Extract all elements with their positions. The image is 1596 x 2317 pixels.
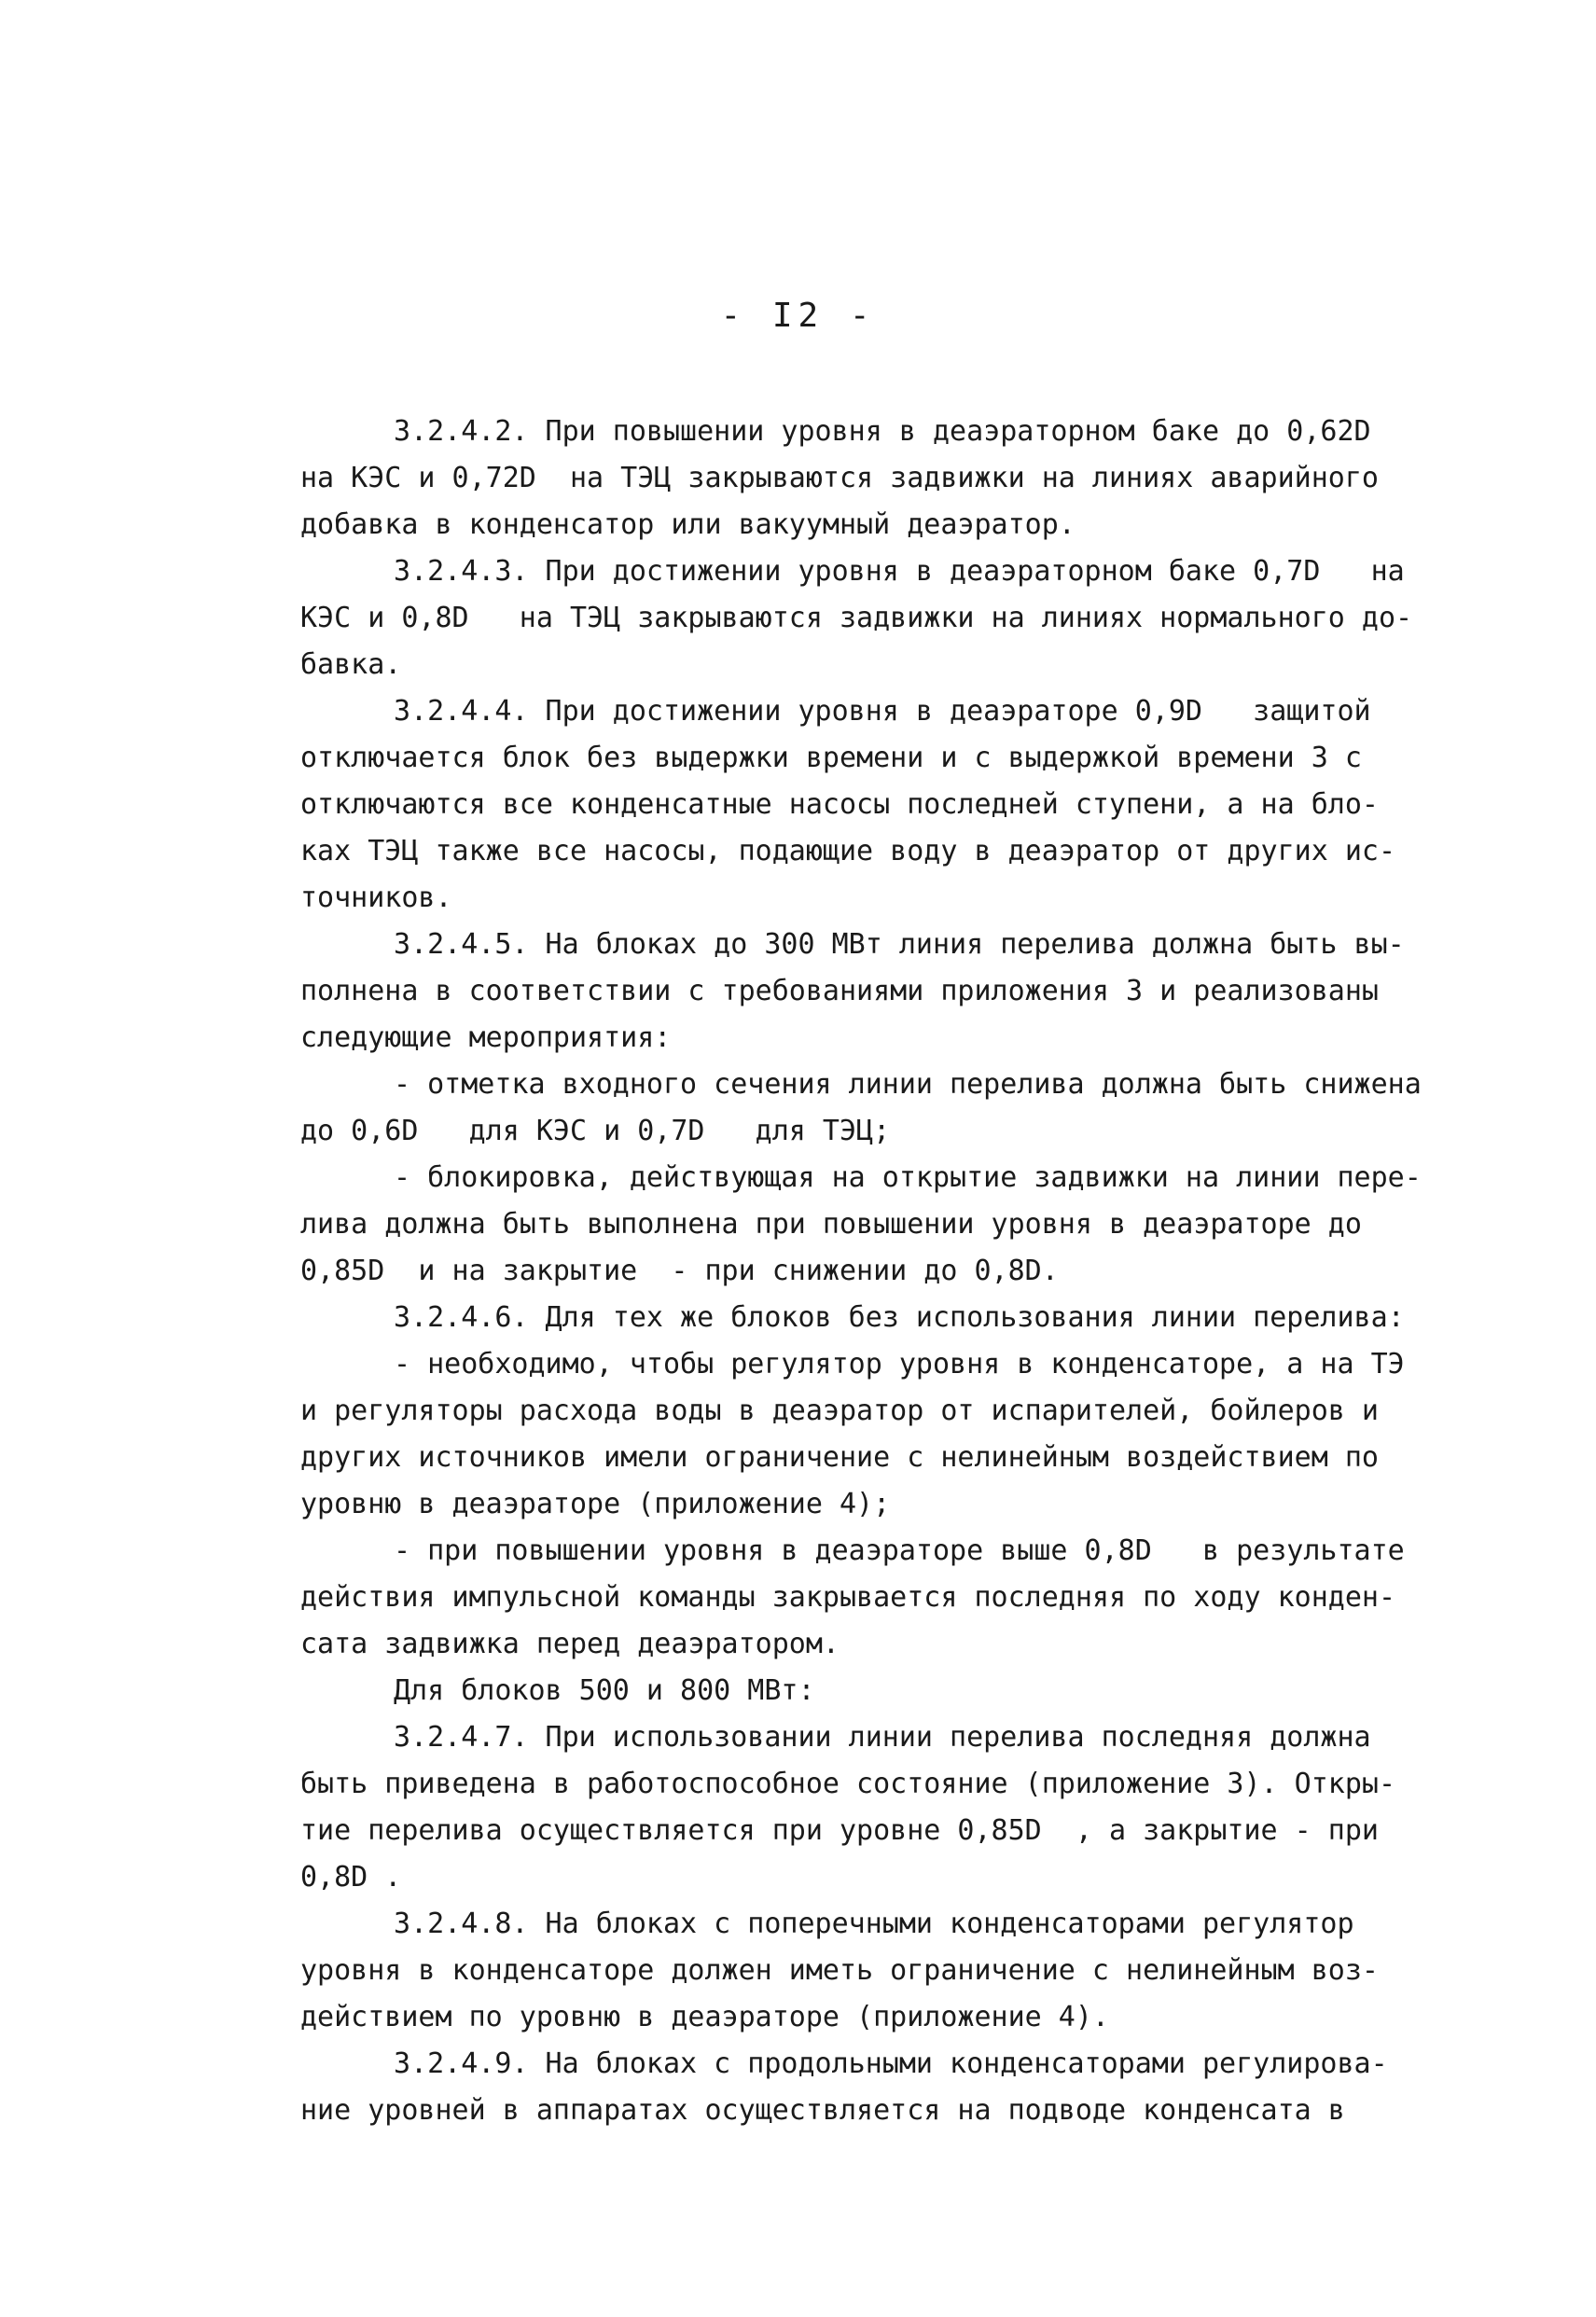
text-line: на КЭС и 0,72D на ТЭЦ закрываются задвижки на линиях аварийного [300,462,1379,494]
text-line: ках ТЭЦ также все насосы, подающие воду в деаэратор от других ис- [300,835,1395,867]
text-line: 3.2.4.2. При повышении уровня в деаэраторном баке до 0,62D [394,415,1371,448]
text-line: полнена в соответствии с требованиями приложения 3 и реализованы [300,975,1379,1007]
text-line: других источников имели ограничение с нелинейным воздействием по [300,1441,1379,1474]
text-line: добавка в конденсатор или вакуумный деаэратор. [300,508,1076,541]
text-line: бавка. [300,648,402,681]
text-line: тие перелива осуществляется при уровне 0,85D , а закрытие - при [300,1814,1379,1847]
page-number: - I2 - [720,297,876,335]
text-line: точников. [300,881,452,914]
text-line: 3.2.4.5. На блоках до 300 МВт линия перелива должна быть вы- [394,928,1405,961]
text-line: ние уровней в аппаратах осуществляется на подводе конденсата в [300,2094,1345,2127]
body-text [300,409,1550,2134]
text-line: 3.2.4.7. При использовании линии перелива последняя должна [394,1721,1371,1754]
text-line: уровня в конденсаторе должен иметь ограничение с нелинейным воз- [300,1954,1379,1987]
text-line: до 0,6D для КЭС и 0,7D для ТЭЦ; [300,1115,891,1147]
text-line: сата задвижка перед деаэратором. [300,1628,840,1660]
text-line: быть приведена в работоспособное состояние (приложение 3). Откры- [300,1768,1395,1800]
text-line: - блокировка, действующая на открытие задвижки на линии пере- [394,1161,1422,1194]
text-line: 3.2.4.6. Для тех же блоков без использования линии перелива: [394,1301,1405,1334]
text-line: КЭС и 0,8D на ТЭЦ закрываются задвижки на линиях нормального до- [300,602,1413,634]
text-line: 0,8D . [300,1861,402,1894]
text-line: следующие мероприятия: [300,1021,672,1054]
text-line: отключаются все конденсатные насосы последней ступени, а на бло- [300,788,1379,821]
text-line: действия импульсной команды закрывается последняя по ходу конден- [300,1581,1395,1614]
text-line: действием по уровню в деаэраторе (приложение 4). [300,2001,1109,2033]
text-line: уровню в деаэраторе (приложение 4); [300,1488,891,1520]
text-line: Для блоков 500 и 800 МВт: [394,1674,815,1707]
text-line: 3.2.4.4. При достижении уровня в деаэраторе 0,9D защитой [394,695,1371,728]
text-line: - при повышении уровня в деаэраторе выше 0,8D в результате [394,1534,1405,1567]
text-line: отключается блок без выдержки времени и с выдержкой времени 3 с [300,742,1362,774]
text-line: - необходимо, чтобы регулятор уровня в конденсаторе, а на ТЭ [394,1348,1405,1380]
text-line: 3.2.4.3. При достижении уровня в деаэраторном баке 0,7D на [394,555,1405,588]
text-line: 3.2.4.8. На блоках с поперечными конденсаторами регулятор [394,1908,1354,1940]
text-line: лива должна быть выполнена при повышении уровня в деаэраторе до [300,1208,1362,1241]
text-line: - отметка входного сечения линии перелива должна быть снижена [394,1068,1422,1101]
text-line: 0,85D и на закрытие - при снижении до 0,8D. [300,1255,1059,1287]
text-line: и регуляторы расхода воды в деаэратор от испарителей, бойлеров и [300,1394,1379,1427]
text-line: 3.2.4.9. На блоках с продольными конденсаторами регулирова- [394,2047,1388,2080]
